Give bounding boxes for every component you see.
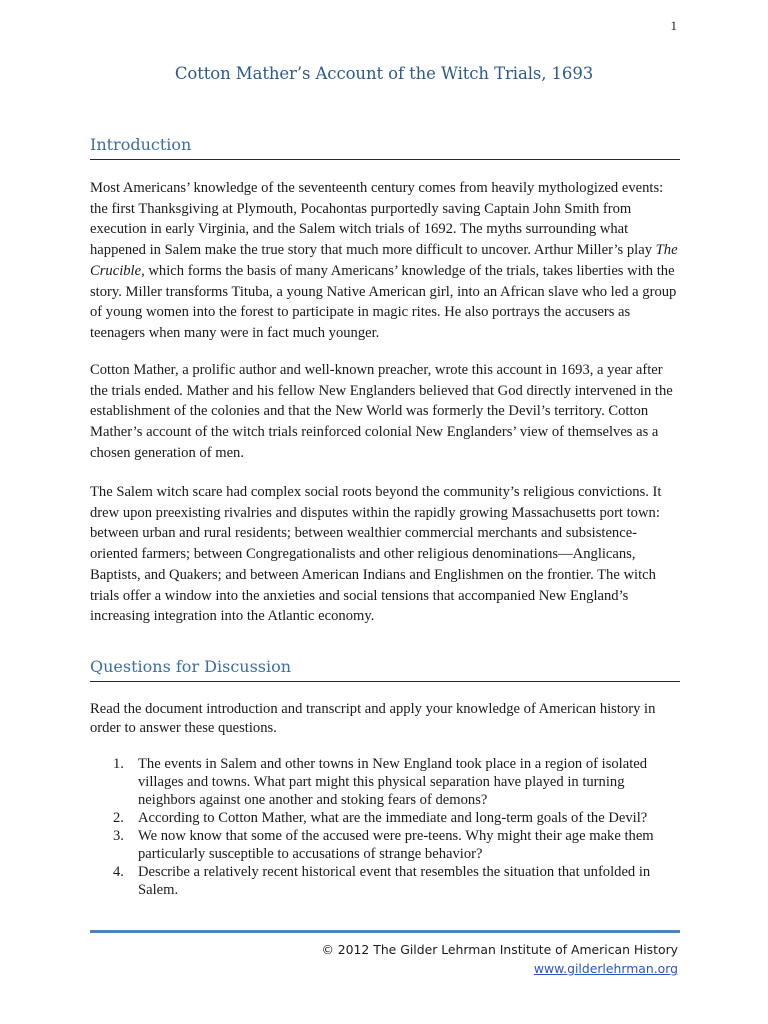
introduction-heading: Introduction [90,135,680,160]
introduction-paragraph-3: The Salem witch scare had complex social roots beyond the community’s religious convictions. It drew upon preexisting rivalries and disputes within the rapidly growing Massachusetts port town: between urban and rural residents; between wealthier commercial merchants and subsistence-oriented farmers; between Congregationalists and other religious denominations—Anglicans, Baptists, and Quakers; and between American Indians and Englishmen on the frontier. The witch trials offer a window into the anxieties and social tensions that accompanied New England’s increasing integration into the Atlantic economy. [90,484,662,625]
question-item [90,755,680,809]
footer-copyright: © 2012 The Gilder Lehrman Institute of American History [321,942,678,957]
discussion-heading: Questions for Discussion [90,657,680,682]
footer-rule [90,930,680,933]
question-item [90,863,680,899]
discussion-intro-block [90,700,680,738]
introduction-paragraph-1-block [90,178,680,344]
introduction-section [90,135,680,160]
question-number: 1. [113,756,124,772]
question-text: The events in Salem and other towns in New England took place in a region of isolated villages and towns. What part might this physical separation have played in turning neighbors against one another and stoking fears of demons? [138,756,648,808]
question-number: 4. [113,864,124,880]
document-title: Cotton Mather’s Account of the Witch Trials, 1693 [174,64,594,83]
question-text: According to Cotton Mather, what are the immediate and long-term goals of the Devil? [138,810,648,826]
discussion-section [90,657,680,682]
footer-website-link[interactable]: www.gilderlehrman.org [533,961,678,976]
introduction-paragraph-1 [90,178,680,344]
question-number: 2. [113,810,124,826]
question-number: 3. [113,828,124,844]
introduction-paragraph-3-block [90,482,680,627]
page-number: 1 [670,18,677,33]
question-text: We now know that some of the accused were pre-teens. Why might their age make them particularly susceptible to accusations of strange behavior? [138,828,654,862]
question-list-block [90,755,680,899]
question-text: Describe a relatively recent historical event that resembles the situation that unfolded in Salem. [138,864,651,898]
introduction-paragraph-2: Cotton Mather, a prolific author and well-known preacher, wrote this account in 1693, a year after the trials ended. Mather and his fellow New Englanders believed that God directly intervened in the establishment of the colonies and that the New World was formerly the Devil’s territory. Cotton Mather’s account of the witch trials reinforced colonial New Englanders’ view of themselves as a chosen generation of men. [90,362,673,461]
introduction-paragraph-2-block [90,360,680,464]
play-title: The Crucible [90,242,678,279]
question-list [90,755,680,899]
discussion-intro: Read the document introduction and transcript and apply your knowledge of American history in order to answer these questions. [90,701,656,736]
question-item [90,809,680,827]
p1-text-after: , which forms the basis of many Americans’ knowledge of the trials, takes liberties with the story. Miller transforms Tituba, a young Native American girl, into an African slave who led a group of young women into the forest to participate in magic rites. He also portrays the accusers as teenagers when many were in fact much younger. [90,262,677,341]
question-item [90,827,680,863]
p1-text-before: Most Americans’ knowledge of the seventeenth century comes from heavily mythologized events: the first Thanksgiving at Plymouth, Pocahontas purportedly saving Captain John Smith from execution in early Virginia, and the Salem witch trials of 1692. The myths surrounding what happened in Salem make the true story that much more difficult to uncover. Arthur Miller’s play [90,180,664,259]
